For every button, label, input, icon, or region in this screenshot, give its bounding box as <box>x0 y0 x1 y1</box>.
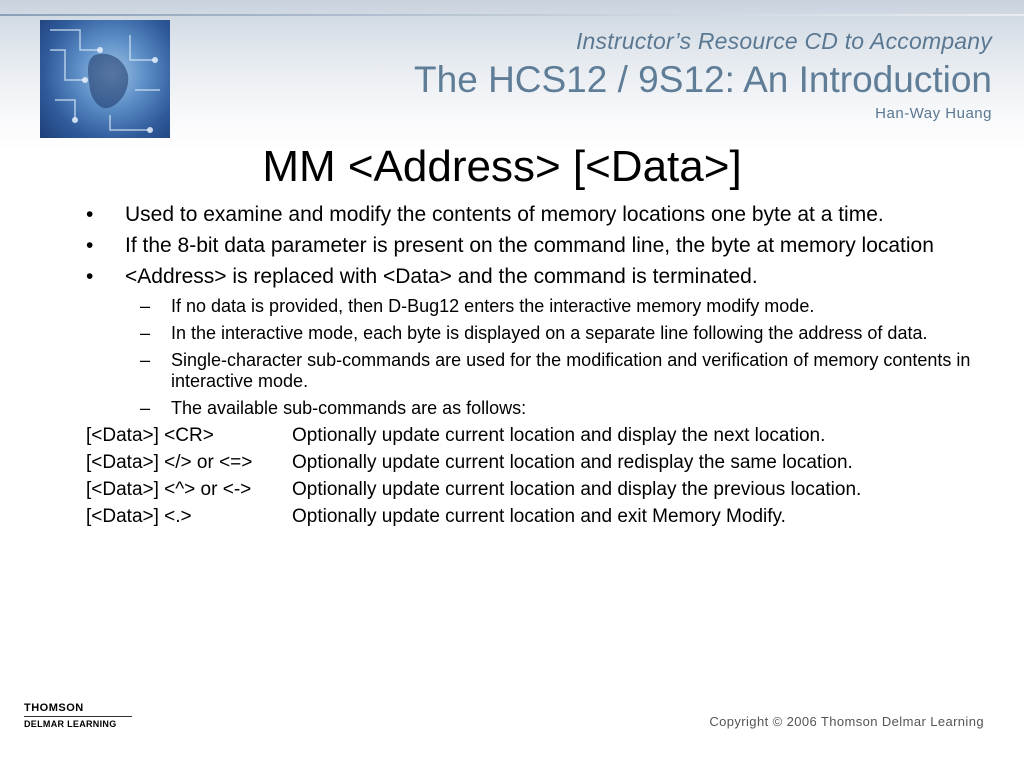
subcommand-key: [<Data>] <CR> <box>86 425 214 446</box>
bullet-text: Used to examine and modify the contents of memory locations one byte at a time. <box>125 203 884 226</box>
sub-bullet-item <box>86 296 986 317</box>
subcommand-description: Optionally update current location and display the next location. <box>292 425 826 446</box>
slide-title: MM <Address> [<Data>] <box>262 142 742 191</box>
subcommand-key: [<Data>] <^> or <-> <box>86 479 252 500</box>
bullet-mark: • <box>86 234 94 257</box>
subcommand-description: Optionally update current location and redisplay the same location. <box>292 452 853 473</box>
sub-bullet-text: Single-character sub-commands are used for the modification and verification of memory contents in interactive mode. <box>171 350 971 391</box>
subcommand-description: Optionally update current location and display the previous location. <box>292 479 862 500</box>
sub-bullet-item <box>86 323 986 344</box>
sub-bullet-text: The available sub-commands are as follows: <box>171 398 527 418</box>
bullet-text: <Address> is replaced with <Data> and the command is terminated. <box>125 265 758 288</box>
bullet-mark: • <box>86 265 94 288</box>
dash-mark: – <box>140 323 151 343</box>
sub-bullet-text: In the interactive mode, each byte is displayed on a separate line following the address of data. <box>171 323 928 343</box>
book-author: Han-Way Huang <box>875 105 992 122</box>
logo-line-2: DELMAR LEARNING <box>24 719 117 729</box>
sub-bullet-text: If no data is provided, then D-Bug12 enters the interactive memory modify mode. <box>171 296 815 316</box>
dash-mark: – <box>140 398 151 418</box>
subcommand-key: [<Data>] </> or <=> <box>86 452 253 473</box>
bullet-mark: • <box>86 203 94 226</box>
sub-bullet-item <box>86 398 986 419</box>
header-text-block <box>414 28 992 122</box>
subcommand-key: [<Data>] <.> <box>86 506 192 527</box>
book-title: The HCS12 / 9S12: An Introduction <box>414 59 992 100</box>
book-cover-image <box>40 20 170 138</box>
header-divider <box>0 14 1024 16</box>
subcommand-row <box>86 452 986 474</box>
dash-mark: – <box>140 296 151 316</box>
subcommand-row <box>86 479 986 501</box>
subcommand-row <box>86 425 986 447</box>
logo-rule <box>24 716 132 717</box>
bullet-item <box>86 234 986 258</box>
bullet-text: If the 8-bit data parameter is present on the command line, the byte at memory location <box>125 234 934 257</box>
bullet-item <box>86 265 986 289</box>
subcommand-row <box>86 506 986 528</box>
header-subtitle: Instructor’s Resource CD to Accompany <box>575 28 992 54</box>
copyright-notice: Copyright © 2006 Thomson Delmar Learning <box>709 714 984 729</box>
subcommand-description: Optionally update current location and exit Memory Modify. <box>292 506 786 527</box>
thomson-logo <box>24 702 134 729</box>
bullet-item <box>86 203 986 227</box>
logo-line-1: THOMSON <box>24 702 84 714</box>
sub-bullet-item <box>86 350 986 392</box>
dash-mark: – <box>140 350 151 370</box>
slide-content <box>86 203 986 533</box>
